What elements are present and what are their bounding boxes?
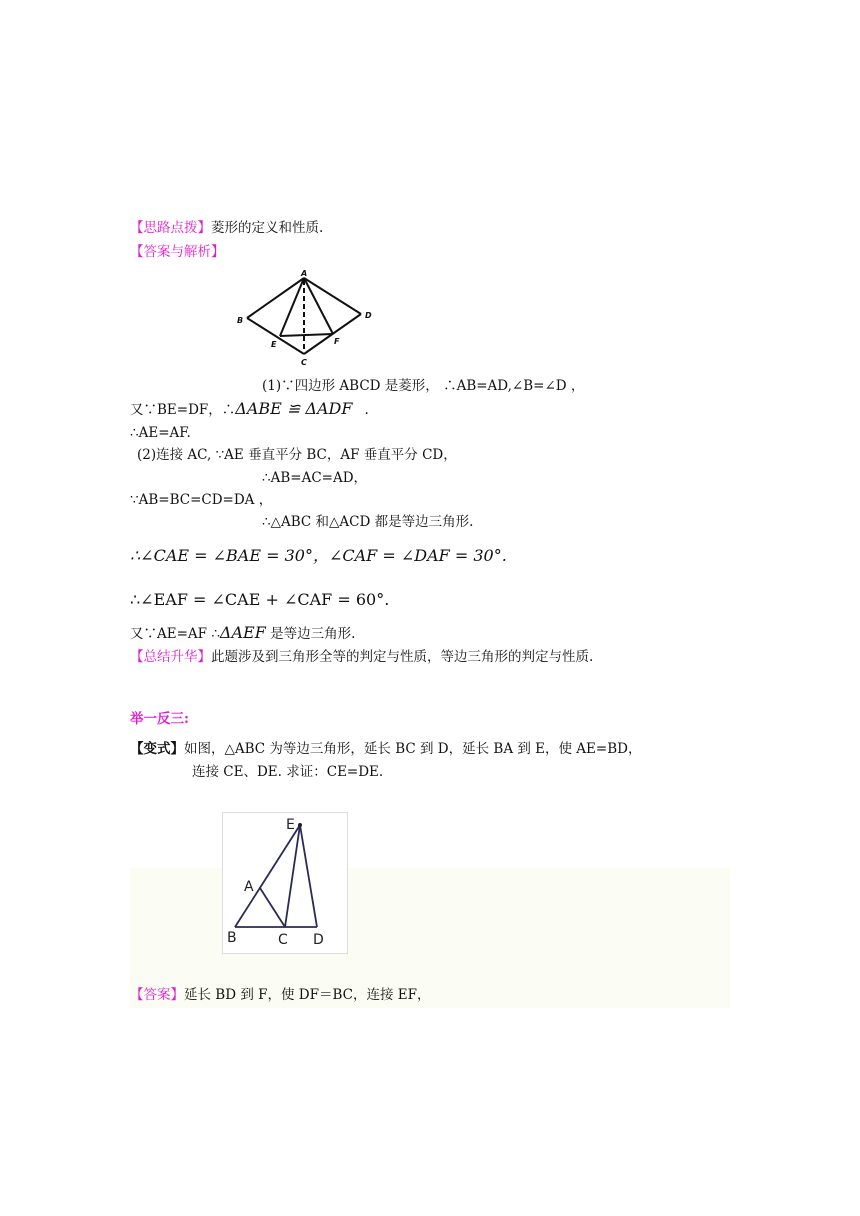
summary-line — [130, 648, 593, 666]
hint-text: 菱形的定义和性质. — [211, 220, 324, 236]
answer-text: 延长 BD 到 F，使 DF＝BC，连接 EF， — [184, 987, 431, 1003]
fig2-label-b: B — [227, 930, 237, 946]
fig2-label-e: E — [286, 817, 295, 833]
rhombus-figure — [230, 268, 380, 368]
proof-line-3: ∴AE=AF. — [130, 425, 191, 441]
proof-line-2-b: ΔABE ≌ ΔADF — [235, 399, 353, 418]
fig2-label-a: A — [244, 879, 254, 895]
proof-line-5: ∴AB=AC=AD， — [262, 470, 368, 486]
fig1-label-f: F — [334, 337, 340, 346]
variant-tag: 【变式】 — [130, 741, 184, 757]
fig1-label-d: D — [365, 311, 372, 320]
proof-line-8-b: ΔAEF — [219, 623, 266, 642]
triangle-figure — [222, 812, 348, 954]
fig1-label-a: A — [301, 269, 308, 278]
fig2-label-c: C — [278, 932, 288, 948]
summary-tag: 【总结升华】 — [130, 649, 211, 665]
proof-math-1: ∴∠CAE = ∠BAE = 30°，∠CAF = ∠DAF = 30°. — [130, 546, 507, 565]
proof-line-2-c: . — [364, 402, 369, 418]
proof-line-8 — [130, 624, 355, 643]
section-heading: 举一反三: — [130, 711, 189, 727]
proof-line-1: (1)∵四边形 ABCD 是菱形， ∴AB=AD,∠B=∠D ， — [262, 378, 585, 394]
fig1-label-c: C — [301, 358, 307, 367]
hint-tag: 【思路点拨】 — [130, 220, 211, 236]
proof-line-2-a: 又∵BE=DF，∴ — [130, 402, 236, 418]
hint-line — [130, 219, 323, 237]
proof-line-8-a: 又∵AE=AF ∴ — [130, 626, 220, 642]
summary-text: 此题涉及到三角形全等的判定与性质，等边三角形的判定与性质. — [211, 649, 594, 665]
fig2-label-d: D — [313, 932, 324, 948]
answer-line — [130, 986, 430, 1004]
answer-heading — [130, 243, 225, 261]
proof-math-2: ∴∠EAF = ∠CAE + ∠CAF = 60°. — [130, 590, 390, 609]
fig1-label-e: E — [271, 340, 277, 349]
proof-line-6: ∵AB=BC=CD=DA ， — [130, 492, 273, 508]
fig1-label-b: B — [237, 316, 244, 325]
proof-line-7: ∴△ABC 和△ACD 都是等边三角形. — [262, 514, 474, 530]
proof-line-4: (2)连接 AC, ∵AE 垂直平分 BC，AF 垂直平分 CD， — [137, 447, 457, 463]
answer-heading-tag: 【答案与解析】 — [130, 244, 225, 260]
variant-line-1 — [130, 740, 641, 758]
variant-line-2: 连接 CE、DE. 求证：CE=DE. — [192, 764, 384, 780]
variant-text-1: 如图，△ABC 为等边三角形，延长 BC 到 D，延长 BA 到 E，使 AE=BD， — [184, 741, 642, 757]
proof-line-2 — [130, 400, 369, 419]
proof-line-8-c: 是等边三角形. — [265, 626, 356, 642]
answer-tag: 【答案】 — [130, 987, 184, 1003]
